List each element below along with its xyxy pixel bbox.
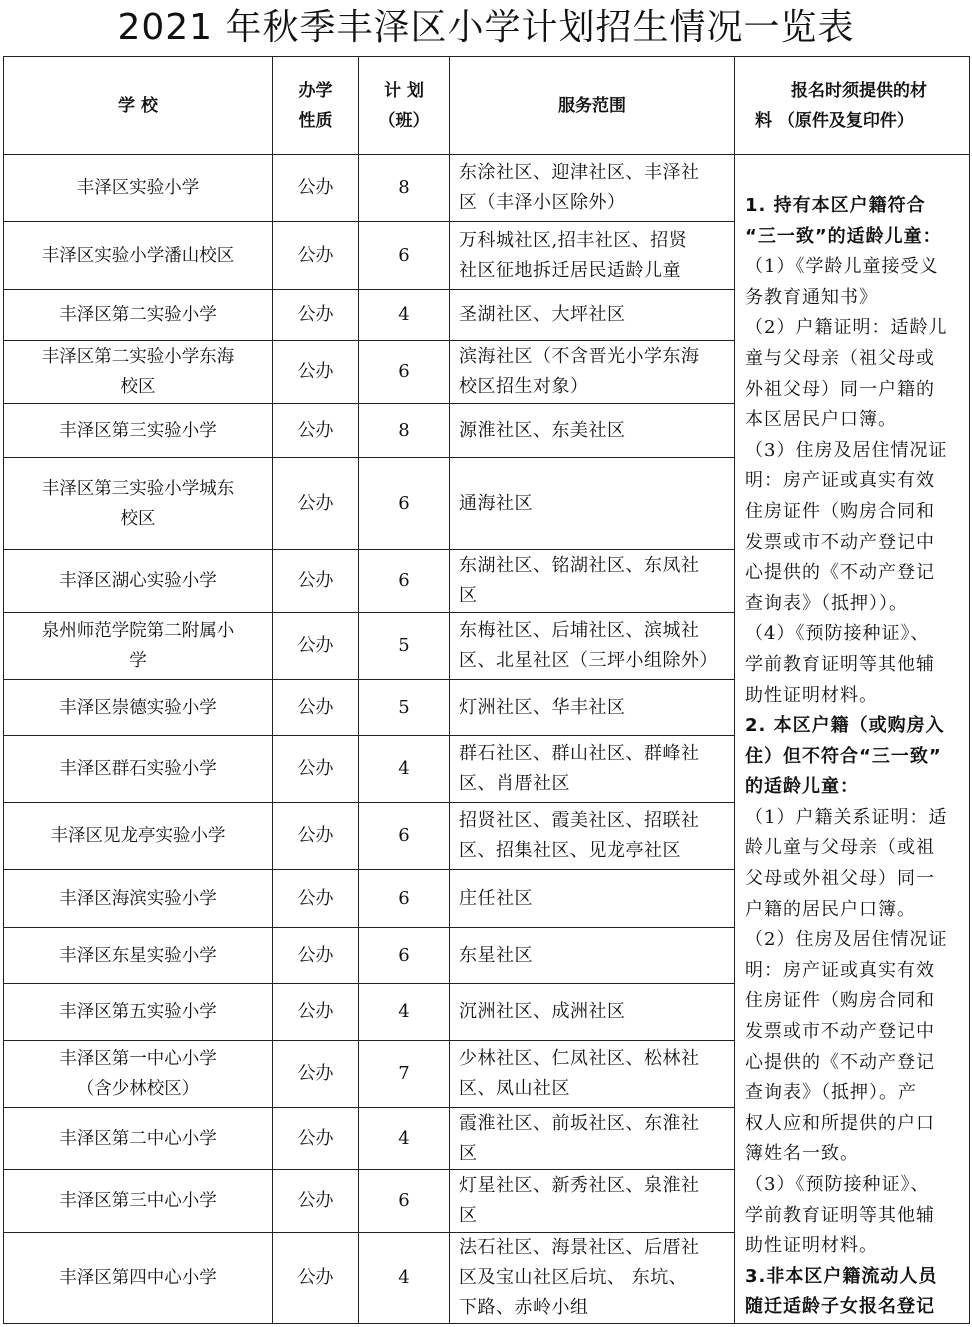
service-area-line: 法石社区、海景社区、后厝社	[459, 1237, 700, 1258]
classes-cell: 6	[359, 458, 450, 550]
materials-line: 查询表》（抵押））。	[745, 592, 908, 614]
school-cell	[4, 680, 273, 736]
service-area-cell	[450, 736, 735, 803]
service-area-line: 东涂社区、迎津社区、丰泽社	[459, 162, 700, 183]
materials-line: 学前教育证明等其他辅	[745, 653, 935, 675]
nature-cell: 公办	[273, 155, 359, 222]
materials-line: 1. 持有本区户籍符合	[745, 195, 926, 216]
service-area-cell	[450, 1170, 735, 1233]
nature-cell: 公办	[273, 803, 359, 870]
classes-cell: 6	[359, 341, 450, 404]
nature-cell: 公办	[273, 404, 359, 458]
materials-line: （1）户籍关系证明：适	[745, 806, 948, 828]
school-cell	[4, 404, 273, 458]
header-nature-line: 性质	[298, 110, 333, 131]
school-name-line: 丰泽区第二实验小学	[59, 305, 217, 325]
school-cell	[4, 550, 273, 613]
materials-line: 务教育通知书》	[745, 286, 878, 308]
nature-cell: 公办	[273, 736, 359, 803]
materials-line: （1）《学龄儿童接受义	[745, 256, 939, 278]
classes-cell: 8	[359, 404, 450, 458]
school-name-line: 丰泽区第三实验小学城东	[41, 478, 235, 499]
school-cell	[4, 155, 273, 222]
classes-cell: 4	[359, 1233, 450, 1324]
service-area-cell	[450, 803, 735, 870]
service-area-line: 灯洲社区、华丰社区	[459, 696, 626, 718]
classes-cell: 7	[359, 1041, 450, 1108]
nature-cell: 公办	[273, 984, 359, 1041]
materials-line: 的适龄儿童：	[745, 776, 859, 798]
classes-cell: 6	[359, 1170, 450, 1233]
service-area-cell	[450, 290, 735, 341]
service-area-cell	[450, 1041, 735, 1108]
nature-cell: 公办	[273, 928, 359, 984]
service-area-line: 区、招集社区、见龙亭社区	[459, 840, 681, 861]
header-classes	[359, 57, 450, 155]
required-materials-cell	[735, 155, 970, 1324]
school-name-line: 丰泽区实验小学	[76, 178, 200, 198]
service-area-cell	[450, 458, 735, 550]
classes-cell: 6	[359, 928, 450, 984]
service-area-line: 区	[459, 1142, 478, 1164]
nature-cell: 公办	[273, 613, 359, 680]
materials-line: 明：房产证或真实有效	[745, 959, 935, 981]
materials-line: （2）户籍证明：适龄儿	[745, 317, 948, 339]
service-area-line: 区、肖厝社区	[459, 773, 570, 794]
materials-line: 发票或市不动产登记中	[745, 531, 935, 553]
nature-cell: 公办	[273, 1170, 359, 1233]
header-materials	[735, 57, 970, 155]
materials-line: 住房证件（购房合同和	[745, 990, 935, 1012]
table-body	[4, 155, 970, 1324]
school-cell	[4, 290, 273, 341]
classes-cell: 4	[359, 1108, 450, 1170]
materials-line: 助性证明材料。	[745, 684, 878, 706]
school-cell	[4, 870, 273, 928]
header-classes-line: （班）	[378, 110, 430, 131]
materials-line: 童与父母亲（祖父母或	[745, 347, 935, 369]
classes-cell: 8	[359, 155, 450, 222]
materials-line: （2）住房及居住情况证	[745, 929, 948, 951]
service-area-line: 万科城社区,招丰社区、招贤	[459, 229, 688, 251]
school-cell	[4, 458, 273, 550]
service-area-cell	[450, 680, 735, 736]
materials-line: 住）但不符合“三一致”	[745, 745, 942, 767]
service-area-line: 招贤社区、霞美社区、招联社	[459, 810, 700, 831]
service-area-cell	[450, 984, 735, 1041]
school-cell	[4, 803, 273, 870]
service-area-cell	[450, 1233, 735, 1324]
school-cell	[4, 341, 273, 404]
service-area-line: 校区招生对象）	[459, 376, 589, 397]
service-area-cell	[450, 341, 735, 404]
materials-line: 助性证明材料。	[745, 1235, 878, 1257]
school-name-line: 丰泽区崇德实验小学	[59, 697, 217, 718]
school-name-line: 丰泽区第三中心小学	[59, 1191, 217, 1211]
materials-line: 查询表》（抵押）。产	[745, 1082, 917, 1104]
table-row	[4, 155, 970, 222]
materials-line: （4）《预防接种证》、	[745, 623, 930, 645]
service-area-line: 霞淮社区、前坂社区、东淮社	[459, 1112, 700, 1134]
school-name-line: 丰泽区湖心实验小学	[59, 571, 217, 591]
service-area-cell	[450, 550, 735, 613]
classes-cell: 5	[359, 680, 450, 736]
classes-cell: 4	[359, 736, 450, 803]
header-area: 服务范围	[450, 57, 735, 155]
service-area-cell	[450, 1108, 735, 1170]
service-area-line: 区	[459, 585, 478, 606]
service-area-line: 区、凤山社区	[459, 1078, 570, 1099]
materials-line: 簿姓名一致。	[745, 1143, 859, 1165]
service-area-cell	[450, 222, 735, 290]
service-area-line: 沉洲社区、成洲社区	[459, 1001, 626, 1022]
service-area-line: 通海社区	[459, 492, 533, 514]
service-area-line: 群石社区、群山社区、群峰社	[459, 743, 700, 764]
materials-line: 权人应和所提供的户口	[745, 1112, 935, 1134]
classes-cell: 6	[359, 550, 450, 613]
nature-cell: 公办	[273, 290, 359, 341]
materials-line: “三一致”的适龄儿童：	[745, 225, 942, 247]
page-title: 2021 年秋季丰泽区小学计划招生情况一览表	[117, 7, 855, 48]
classes-cell: 5	[359, 613, 450, 680]
materials-line: 户籍的居民户口簿。	[745, 898, 916, 920]
service-area-cell	[450, 155, 735, 222]
school-cell	[4, 1108, 273, 1170]
header-classes-line: 计 划	[384, 80, 424, 101]
classes-cell: 4	[359, 290, 450, 341]
service-area-line: 区及宝山社区后坑、 东坑、	[459, 1267, 688, 1288]
service-area-line: 灯星社区、新秀社区、泉淮社	[459, 1175, 700, 1196]
school-name-line: 校区	[120, 377, 156, 397]
materials-line: 父母或外祖父母）同一	[745, 868, 935, 890]
school-name-line: 丰泽区第二实验小学东海	[41, 347, 235, 367]
nature-cell: 公办	[273, 870, 359, 928]
service-area-line: 东湖社区、铭湖社区、东凤社	[459, 555, 700, 576]
header-row	[4, 57, 970, 155]
materials-line: 2. 本区户籍（或购房入	[745, 715, 945, 737]
nature-cell: 公办	[273, 222, 359, 290]
service-area-line: 区	[459, 1205, 478, 1226]
service-area-line: 庄任社区	[459, 887, 533, 909]
service-area-line: 东星社区	[459, 944, 533, 966]
materials-line: 心提供的《不动产登记	[745, 562, 935, 584]
header-materials-line: 料 （原件及复印件）	[755, 110, 914, 131]
service-area-line: 下路、赤岭小组	[459, 1297, 589, 1318]
service-area-cell	[450, 928, 735, 984]
service-area-line: 少林社区、仁凤社区、松林社	[459, 1048, 700, 1069]
school-name-line: 学	[129, 651, 147, 671]
materials-line: 3.非本区户籍流动人员	[745, 1265, 938, 1287]
service-area-line: 区、北星社区（三坪小组除外）	[459, 650, 718, 671]
school-name-line: （含少林校区）	[76, 1079, 200, 1099]
school-name-line: 丰泽区海滨实验小学	[59, 888, 217, 909]
header-school: 学 校	[4, 57, 273, 155]
materials-line: 本区居民户口簿。	[745, 409, 897, 431]
school-cell	[4, 736, 273, 803]
materials-line: 心提供的《不动产登记	[745, 1051, 935, 1073]
school-cell	[4, 984, 273, 1041]
school-cell	[4, 1170, 273, 1233]
school-name-line: 丰泽区第五实验小学	[59, 1002, 217, 1022]
nature-cell: 公办	[273, 550, 359, 613]
school-name-line: 校区	[120, 508, 156, 529]
materials-line: 学前教育证明等其他辅	[745, 1204, 935, 1226]
nature-cell: 公办	[273, 1108, 359, 1170]
nature-cell: 公办	[273, 341, 359, 404]
materials-line: 发票或市不动产登记中	[745, 1021, 935, 1043]
school-name-line: 丰泽区第三实验小学	[59, 420, 217, 441]
materials-line: 住房证件（购房合同和	[745, 500, 935, 522]
school-cell	[4, 928, 273, 984]
school-name-line: 丰泽区第一中心小学	[59, 1049, 217, 1069]
classes-cell: 4	[359, 984, 450, 1041]
school-name-line: 丰泽区群石实验小学	[59, 759, 217, 779]
nature-cell: 公办	[273, 1233, 359, 1324]
header-nature-line: 办学	[298, 80, 333, 101]
header-materials-line: 报名时须提供的材	[791, 80, 927, 101]
service-area-line: 源淮社区、东美社区	[459, 419, 626, 441]
service-area-cell	[450, 870, 735, 928]
nature-cell: 公办	[273, 680, 359, 736]
materials-line: 明：房产证或真实有效	[745, 470, 935, 492]
school-name-line: 丰泽区第二中心小学	[59, 1128, 217, 1149]
materials-line: 龄儿童与父母亲（或祖	[745, 837, 935, 859]
nature-cell: 公办	[273, 1041, 359, 1108]
service-area-line: 圣湖社区、大坪社区	[459, 304, 626, 325]
school-cell	[4, 1041, 273, 1108]
header-nature	[273, 57, 359, 155]
service-area-cell	[450, 613, 735, 680]
classes-cell: 6	[359, 222, 450, 290]
enrollment-table	[3, 56, 970, 1324]
school-cell	[4, 1233, 273, 1324]
materials-line: 外祖父母）同一户籍的	[745, 378, 935, 400]
service-area-line: 区（丰泽小区除外）	[459, 192, 626, 213]
classes-cell: 6	[359, 870, 450, 928]
school-cell	[4, 613, 273, 680]
service-area-line: 东梅社区、后埔社区、滨城社	[459, 620, 700, 641]
service-area-line: 社区征地拆迁居民适龄儿童	[459, 259, 681, 281]
school-name-line: 泉州师范学院第二附属小	[41, 621, 235, 641]
service-area-line: 滨海社区（不含晋光小学东海	[459, 346, 700, 367]
school-cell	[4, 222, 273, 290]
materials-line: （3）《预防接种证》、	[745, 1174, 930, 1195]
school-name-line: 丰泽区第四中心小学	[59, 1268, 217, 1288]
materials-line: 随迁适龄子女报名登记	[745, 1296, 935, 1318]
classes-cell: 6	[359, 803, 450, 870]
service-area-cell	[450, 404, 735, 458]
school-name-line: 丰泽区东星实验小学	[59, 945, 217, 966]
materials-line: （3）住房及居住情况证	[745, 439, 948, 461]
school-name-line: 丰泽区见龙亭实验小学	[50, 826, 226, 846]
school-name-line: 丰泽区实验小学潘山校区	[41, 245, 235, 266]
nature-cell: 公办	[273, 458, 359, 550]
